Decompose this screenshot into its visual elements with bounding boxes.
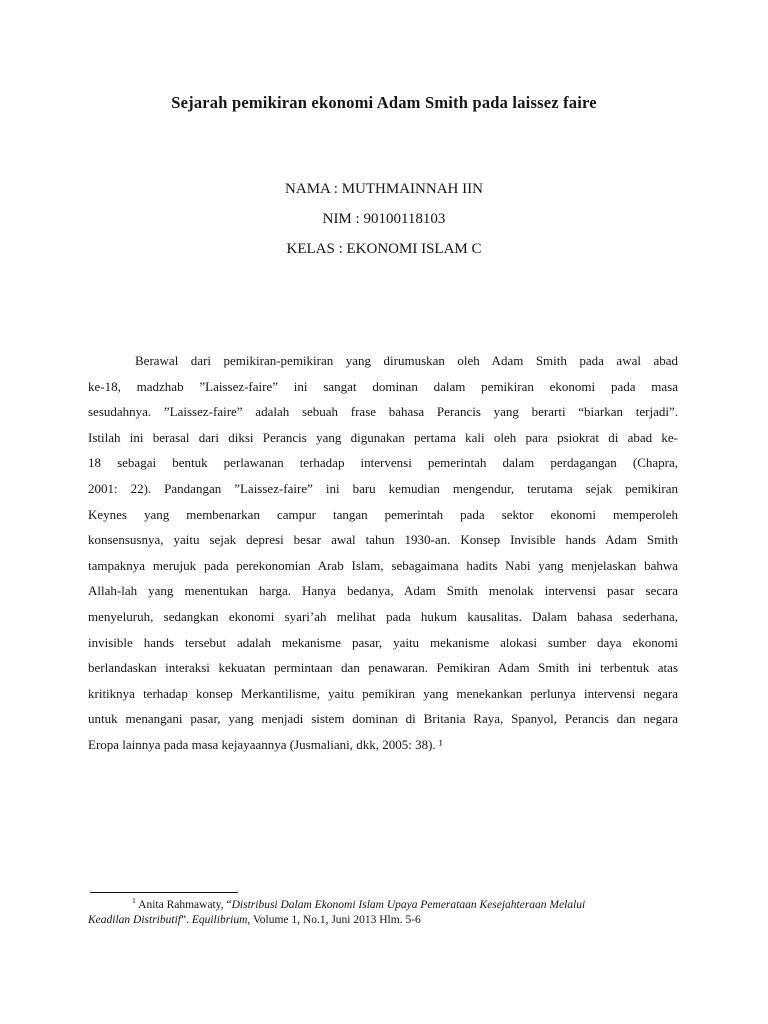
footnote-segment: Distribusi Dalam Ekonomi Islam Upaya Pemerataan Kesejahteraan Melalui: [231, 899, 586, 911]
body-line-3: sesudahnya. ”Laissez-faire” adalah sebuah frase bahasa Perancis yang berarti “biarkan terjadi”.: [88, 404, 678, 420]
footnote-line-1: [88, 898, 678, 913]
footnote-segment: Keadilan Distributif: [88, 913, 181, 926]
footnote-marker: 1: [132, 896, 136, 906]
footnote-segment: ”.: [180, 913, 192, 926]
body-line-6: 2001: 22). Pandangan ”Laissez-faire” ini baru kemudian mengendur, terutama sejak pemikiran: [88, 480, 678, 496]
footnote-segment: , Volume 1, No.1, Juni 2013 Hlm. 5-6: [247, 913, 421, 926]
body-line-7: Keynes yang membenarkan campur tangan pemerintah pada sektor ekonomi memperoleh: [88, 506, 678, 522]
body-line-9: tampaknya merujuk pada perekonomian Arab Islam, sebagaimana hadits Nabi yang menjelaskan bahwa: [88, 557, 678, 573]
body-line-14: kritiknya terhadap konsep Merkantilisme, yaitu pemikiran yang menekankan perlunya intervensi negara: [88, 685, 678, 701]
body-line-5: 18 sebagai bentuk perlawanan terhadap intervensi pemerintah dalam perdagangan (Chapra,: [88, 455, 678, 471]
body-line-4: Istilah ini berasal dari diksi Perancis yang digunakan pertama kali oleh para psiokrat di abad ke-: [88, 429, 678, 445]
identity-line-nama: NAMA : MUTHMAINNAH IIN: [285, 181, 483, 197]
body-line-10: Allah-lah yang menentukan harga. Hanya bedanya, Adam Smith menolak intervensi pasar secara: [88, 583, 678, 599]
footnote-separator: [90, 892, 238, 893]
body-paragraph: [88, 348, 678, 758]
body-line-1: Berawal dari pemikiran-pemikiran yang dirumuskan oleh Adam Smith pada awal abad: [135, 353, 678, 368]
body-line-2: ke-18, madzhab ”Laissez-faire” ini sangat dominan dalam pemikiran ekonomi pada masa: [88, 378, 678, 394]
footnote-block: [88, 892, 678, 927]
identity-line-nim: NIM : 90100118103: [322, 211, 446, 227]
body-line-8: konsensusnya, yaitu sejak depresi besar awal tahun 1930-an. Konsep Invisible hands Adam Smith: [88, 532, 678, 548]
body-line-13: berlandaskan interaksi kekuatan permintaan dan penawaran. Pemikiran Adam Smith ini terbentuk atas: [88, 660, 678, 676]
body-line-12: invisible hands tersebut adalah mekanisme pasar, yaitu mekanisme alokasi sumber daya ekonomi: [88, 634, 678, 650]
identity-block: [0, 174, 768, 264]
footnote-segment: Equilibrium: [191, 913, 248, 926]
identity-line-kelas: KELAS : EKONOMI ISLAM C: [286, 241, 482, 257]
document-title: Sejarah pemikiran ekonomi Adam Smith pada laissez faire: [171, 93, 597, 112]
footnote-text: [88, 898, 678, 927]
footnote-segment: Anita Rahmawaty, “: [135, 899, 232, 911]
body-line-16: Eropa lainnya pada masa kejayaannya (Jusmaliani, dkk, 2005: 38). ¹: [88, 736, 443, 752]
body-line-11: menyeluruh, sedangkan ekonomi syari’ah melihat pada hukum kausalitas. Dalam bahasa sederhana,: [88, 608, 678, 624]
footnote-line-2: [88, 913, 678, 928]
body-line-15: untuk menangani pasar, yang menjadi sistem dominan di Britania Raya, Spanyol, Perancis dan negara: [88, 711, 678, 727]
